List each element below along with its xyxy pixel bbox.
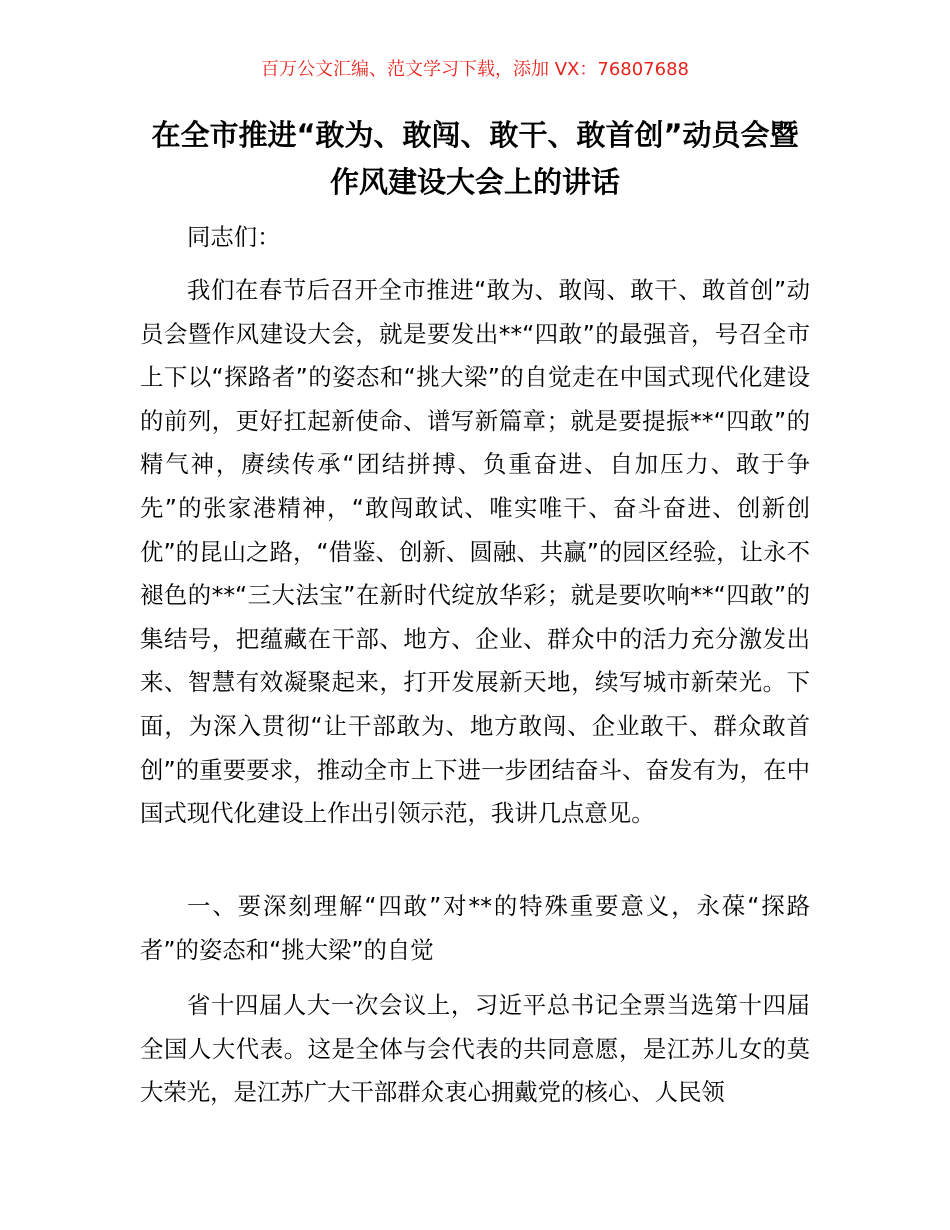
body-paragraph: 省十四届人大一次会议上，习近平总书记全票当选第十四届全国人大代表。这是全体与会代表的共同意愿，是江苏儿女的莫大荣光，是江苏广大干部群众衷心拥戴党的核心、人民领 (140, 991, 810, 1107)
body-paragraph: 我们在春节后召开全市推进“敢为、敢闯、敢干、敢首创”动员会暨作风建设大会，就是要发出**“四敢”的最强音，号召全市上下以“探路者”的姿态和“挑大梁”的自觉走在中国式现代化建设的前列，更好扛起新使命、谱写新篇章；就是要提振**“四敢”的精气神，赓续传承“团结拼搏、负重奋进、自加压力、敢于争先”的张家港精神，“敢闯敢试、唯实唯干、奋斗奋进、创新创优”的昆山之路，“借鉴、创新、圆融、共赢”的园区经验，让永不褪色的**“三大法宝”在新时代绽放华彩；就是要吹响**“四敢”的集结号，把蕴藏在干部、地方、企业、群众中的活力充分激发出来、智慧有效凝聚起来，打开发展新天地，续写城市新荣光。下面，为深入贯彻“让干部敢为、地方敢闯、企业敢干、群众敢首创”的重要要求，推动全市上下进一步团结奋斗、奋发有为，在中国式现代化建设上作出引领示范，我讲几点意见。 (140, 276, 810, 828)
watermark-header: 百万公文汇编、范文学习下载，添加 VX：76807688 (261, 59, 689, 80)
document-title: 在全市推进“敢为、敢闯、敢干、敢首创”动员会暨作风建设大会上的讲话 (151, 118, 799, 199)
section-heading: 一、要深刻理解“四敢”对**的特殊重要意义，永葆“探路者”的姿态和“挑大梁”的自觉 (140, 892, 810, 964)
salutation: 同志们： (187, 223, 281, 251)
